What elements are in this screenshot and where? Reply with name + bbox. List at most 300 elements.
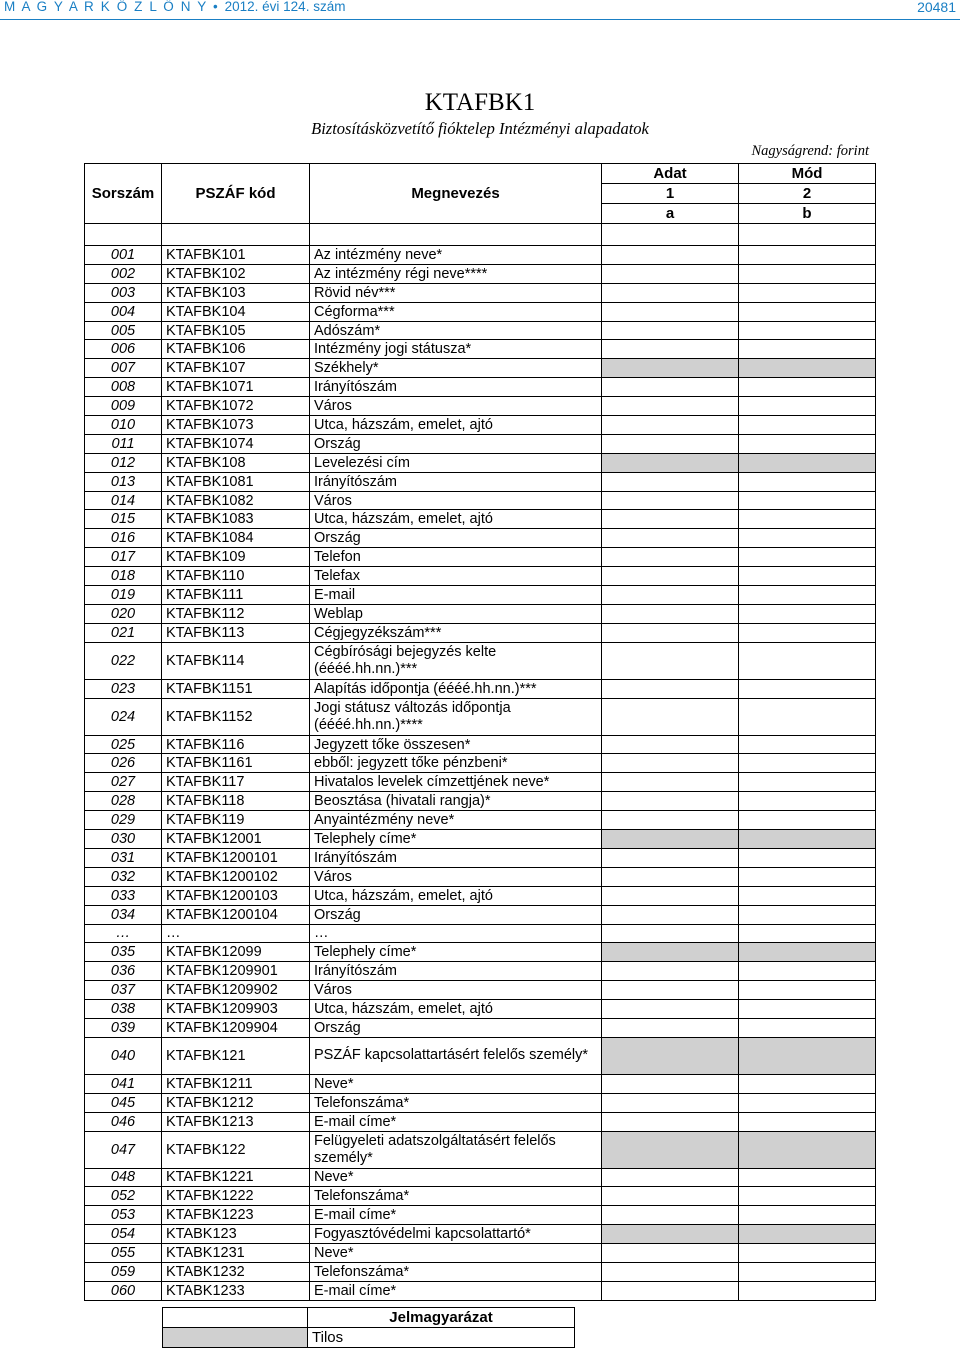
row-pszaf-code: KTAFBK1209901 (162, 962, 310, 981)
header-spacer-row (85, 224, 876, 246)
row-name: Levelezési cím (310, 453, 602, 472)
row-name: Jegyzett tőke összesen* (310, 735, 602, 754)
row-adat-cell[interactable] (602, 642, 739, 679)
row-pszaf-code: KTABK1233 (162, 1281, 310, 1300)
row-name: Beosztása (hivatali rangja)* (310, 792, 602, 811)
table-row (85, 604, 876, 623)
row-pszaf-code: KTAFBK12099 (162, 943, 310, 962)
row-pszaf-code: KTAFBK116 (162, 735, 310, 754)
table-row (85, 434, 876, 453)
row-name: Weblap (310, 604, 602, 623)
row-pszaf-code: KTAFBK107 (162, 359, 310, 378)
row-adat-cell[interactable] (602, 1112, 739, 1131)
table-row (85, 246, 876, 265)
row-pszaf-code: KTAFBK110 (162, 567, 310, 586)
row-name: Anyaintézmény neve* (310, 811, 602, 830)
row-name: PSZÁF kapcsolattartásért felelős személy* (310, 1037, 602, 1074)
row-mod-cell[interactable] (739, 754, 876, 773)
row-pszaf-code: KTAFBK1074 (162, 434, 310, 453)
row-pszaf-code: KTAFBK1222 (162, 1187, 310, 1206)
row-name: Utca, házszám, emelet, ajtó (310, 510, 602, 529)
row-mod-cell[interactable] (739, 623, 876, 642)
table-row (85, 378, 876, 397)
row-mod-cell[interactable] (739, 586, 876, 605)
row-name: Telefax (310, 567, 602, 586)
col-number-1: 1 (602, 184, 739, 204)
row-adat-cell[interactable] (602, 848, 739, 867)
table-row (85, 754, 876, 773)
row-mod-cell (739, 359, 876, 378)
row-adat-cell[interactable] (602, 264, 739, 283)
table-row (85, 548, 876, 567)
row-name: E-mail (310, 586, 602, 605)
row-mod-cell[interactable] (739, 434, 876, 453)
row-adat-cell[interactable] (602, 1000, 739, 1019)
row-number: 028 (85, 792, 162, 811)
row-pszaf-code: KTAFBK108 (162, 453, 310, 472)
issue-label: 2012. évi 124. szám (224, 0, 346, 14)
row-number: 030 (85, 830, 162, 849)
row-pszaf-code: KTAFBK1081 (162, 472, 310, 491)
row-number: 048 (85, 1168, 162, 1187)
row-name: Irányítószám (310, 378, 602, 397)
table-row (85, 679, 876, 698)
row-name: Telefonszáma* (310, 1262, 602, 1281)
row-number: 032 (85, 867, 162, 886)
row-mod-cell[interactable] (739, 848, 876, 867)
row-pszaf-code: KTAFBK121 (162, 1037, 310, 1074)
row-name: Ország (310, 905, 602, 924)
row-mod-cell (739, 453, 876, 472)
row-name: Telefonszáma* (310, 1093, 602, 1112)
row-mod-cell[interactable] (739, 264, 876, 283)
row-adat-cell[interactable] (602, 811, 739, 830)
row-mod-cell[interactable] (739, 1074, 876, 1093)
table-row (85, 886, 876, 905)
row-pszaf-code: KTAFBK101 (162, 246, 310, 265)
header-row-adat (85, 164, 876, 184)
row-mod-cell[interactable] (739, 1262, 876, 1281)
row-number: 037 (85, 981, 162, 1000)
row-adat-cell[interactable] (602, 679, 739, 698)
row-pszaf-code: KTAFBK1213 (162, 1112, 310, 1131)
row-mod-cell[interactable] (739, 962, 876, 981)
row-number: 046 (85, 1112, 162, 1131)
row-adat-cell (602, 830, 739, 849)
row-number: 014 (85, 491, 162, 510)
row-pszaf-code: … (162, 924, 310, 943)
table-row (85, 1131, 876, 1168)
row-name: Város (310, 397, 602, 416)
row-number: 001 (85, 246, 162, 265)
table-row (85, 1244, 876, 1263)
row-mod-cell[interactable] (739, 679, 876, 698)
row-adat-cell[interactable] (602, 378, 739, 397)
row-name: Utca, házszám, emelet, ajtó (310, 886, 602, 905)
row-pszaf-code: KTAFBK1073 (162, 416, 310, 435)
row-name: Cégjegyzékszám*** (310, 623, 602, 642)
table-row (85, 811, 876, 830)
row-adat-cell[interactable] (602, 586, 739, 605)
row-mod-cell[interactable] (739, 1206, 876, 1225)
row-pszaf-code: KTAFBK104 (162, 302, 310, 321)
table-row (85, 472, 876, 491)
table-row (85, 905, 876, 924)
table-row (85, 567, 876, 586)
row-adat-cell[interactable] (602, 1281, 739, 1300)
row-adat-cell[interactable] (602, 567, 739, 586)
col-letter-b: b (739, 204, 876, 224)
table-row (85, 586, 876, 605)
row-pszaf-code: KTAFBK1209902 (162, 981, 310, 1000)
row-adat-cell[interactable] (602, 416, 739, 435)
row-number: 053 (85, 1206, 162, 1225)
row-pszaf-code: KTAFBK1223 (162, 1206, 310, 1225)
table-row (85, 1000, 876, 1019)
row-adat-cell[interactable] (602, 623, 739, 642)
table-body (85, 246, 876, 1301)
row-name: Neve* (310, 1244, 602, 1263)
row-name: Cégbírósági bejegyzés kelte (éééé.hh.nn.)*** (310, 642, 602, 679)
row-number: 018 (85, 567, 162, 586)
row-mod-cell[interactable] (739, 905, 876, 924)
row-pszaf-code: KTAFBK109 (162, 548, 310, 567)
table-row (85, 1225, 876, 1244)
row-adat-cell[interactable] (602, 1244, 739, 1263)
row-number: 045 (85, 1093, 162, 1112)
unit-note: Nagyságrend: forint (751, 143, 869, 159)
row-adat-cell[interactable] (602, 867, 739, 886)
row-pszaf-code: KTAFBK111 (162, 586, 310, 605)
row-name: Utca, házszám, emelet, ajtó (310, 1000, 602, 1019)
row-number: 036 (85, 962, 162, 981)
row-number: 011 (85, 434, 162, 453)
row-number: 059 (85, 1262, 162, 1281)
journal-name: M A G Y A R K Ö Z L Ö N Y (4, 0, 208, 14)
row-pszaf-code: KTAFBK103 (162, 283, 310, 302)
row-adat-cell[interactable] (602, 962, 739, 981)
legend-table (162, 1307, 575, 1348)
row-mod-cell (739, 1037, 876, 1074)
row-mod-cell[interactable] (739, 510, 876, 529)
table-row (85, 321, 876, 340)
row-number: 010 (85, 416, 162, 435)
row-name: Neve* (310, 1074, 602, 1093)
row-mod-cell[interactable] (739, 472, 876, 491)
row-pszaf-code: KTAFBK119 (162, 811, 310, 830)
row-number: 013 (85, 472, 162, 491)
row-mod-cell[interactable] (739, 1187, 876, 1206)
row-adat-cell[interactable] (602, 1262, 739, 1281)
row-mod-cell[interactable] (739, 378, 876, 397)
row-number: 060 (85, 1281, 162, 1300)
row-mod-cell[interactable] (739, 1093, 876, 1112)
table-row (85, 1281, 876, 1300)
row-name: Hivatalos levelek címzettjének neve* (310, 773, 602, 792)
row-adat-cell[interactable] (602, 340, 739, 359)
table-row (85, 943, 876, 962)
row-mod-cell[interactable] (739, 529, 876, 548)
row-number: 007 (85, 359, 162, 378)
row-number: 020 (85, 604, 162, 623)
table-row (85, 1187, 876, 1206)
table-row (85, 283, 876, 302)
row-name: Ország (310, 529, 602, 548)
row-mod-cell[interactable] (739, 1018, 876, 1037)
row-pszaf-code: KTAFBK1082 (162, 491, 310, 510)
row-mod-cell[interactable] (739, 302, 876, 321)
page-number: 20481 (917, 0, 956, 15)
row-name: E-mail címe* (310, 1206, 602, 1225)
table-row (85, 1262, 876, 1281)
row-pszaf-code: KTAFBK1083 (162, 510, 310, 529)
row-number: 039 (85, 1018, 162, 1037)
table-row (85, 264, 876, 283)
row-mod-cell[interactable] (739, 567, 876, 586)
row-pszaf-code: KTAFBK1200102 (162, 867, 310, 886)
row-mod-cell[interactable] (739, 1168, 876, 1187)
row-name: Telefon (310, 548, 602, 567)
row-name: Irányítószám (310, 472, 602, 491)
row-adat-cell[interactable] (602, 1074, 739, 1093)
row-pszaf-code: KTAFBK105 (162, 321, 310, 340)
row-number: 040 (85, 1037, 162, 1074)
row-name: Város (310, 491, 602, 510)
table-row (85, 302, 876, 321)
table-row (85, 1018, 876, 1037)
col-header-megnevezes: Megnevezés (310, 164, 602, 224)
row-mod-cell[interactable] (739, 340, 876, 359)
row-adat-cell[interactable] (602, 1187, 739, 1206)
row-number: 006 (85, 340, 162, 359)
row-adat-cell[interactable] (602, 735, 739, 754)
table-row (85, 453, 876, 472)
row-pszaf-code: KTAFBK1211 (162, 1074, 310, 1093)
row-number: 009 (85, 397, 162, 416)
row-mod-cell (739, 943, 876, 962)
table-row (85, 416, 876, 435)
header-bullet: • (212, 0, 220, 14)
row-mod-cell[interactable] (739, 867, 876, 886)
row-adat-cell[interactable] (602, 302, 739, 321)
row-name: Rövid név*** (310, 283, 602, 302)
table-row (85, 924, 876, 943)
row-name: Fogyasztóvédelmi kapcsolattartó* (310, 1225, 602, 1244)
row-name: Telephely címe* (310, 943, 602, 962)
row-pszaf-code: KTAFBK1071 (162, 378, 310, 397)
row-adat-cell[interactable] (602, 924, 739, 943)
table-row (85, 340, 876, 359)
table-row (85, 1037, 876, 1074)
row-adat-cell[interactable] (602, 1206, 739, 1225)
row-mod-cell[interactable] (739, 548, 876, 567)
row-adat-cell[interactable] (602, 397, 739, 416)
row-mod-cell (739, 1225, 876, 1244)
row-number: 024 (85, 698, 162, 735)
col-header-mod: Mód (739, 164, 876, 184)
row-mod-cell[interactable] (739, 886, 876, 905)
row-number: 019 (85, 586, 162, 605)
row-pszaf-code: KTAFBK1151 (162, 679, 310, 698)
row-pszaf-code: KTAFBK1221 (162, 1168, 310, 1187)
row-number: 026 (85, 754, 162, 773)
row-adat-cell[interactable] (602, 698, 739, 735)
row-mod-cell[interactable] (739, 924, 876, 943)
row-mod-cell[interactable] (739, 698, 876, 735)
table-row (85, 1206, 876, 1225)
row-adat-cell[interactable] (602, 792, 739, 811)
row-adat-cell[interactable] (602, 491, 739, 510)
table-row (85, 792, 876, 811)
row-adat-cell[interactable] (602, 529, 739, 548)
row-mod-cell[interactable] (739, 397, 876, 416)
row-name: Adószám* (310, 321, 602, 340)
row-name: E-mail címe* (310, 1281, 602, 1300)
table-row (85, 510, 876, 529)
table-row (85, 981, 876, 1000)
row-mod-cell[interactable] (739, 283, 876, 302)
row-adat-cell[interactable] (602, 548, 739, 567)
row-name: Irányítószám (310, 962, 602, 981)
row-pszaf-code: KTAFBK1200101 (162, 848, 310, 867)
row-pszaf-code: KTAFBK112 (162, 604, 310, 623)
row-name: Neve* (310, 1168, 602, 1187)
row-adat-cell (602, 1131, 739, 1168)
row-number: 004 (85, 302, 162, 321)
row-adat-cell[interactable] (602, 604, 739, 623)
table-row (85, 867, 876, 886)
col-number-2: 2 (739, 184, 876, 204)
header-rule (0, 19, 960, 20)
row-mod-cell[interactable] (739, 735, 876, 754)
row-pszaf-code: KTAFBK1200103 (162, 886, 310, 905)
row-number: 003 (85, 283, 162, 302)
row-mod-cell[interactable] (739, 604, 876, 623)
row-name: Város (310, 867, 602, 886)
row-adat-cell[interactable] (602, 510, 739, 529)
row-name: Az intézmény régi neve**** (310, 264, 602, 283)
row-name: Cégforma*** (310, 302, 602, 321)
row-pszaf-code: KTAFBK102 (162, 264, 310, 283)
row-name: Ország (310, 434, 602, 453)
row-mod-cell[interactable] (739, 1244, 876, 1263)
row-mod-cell[interactable] (739, 792, 876, 811)
row-adat-cell[interactable] (602, 321, 739, 340)
data-table (84, 163, 876, 1301)
table-row (85, 1168, 876, 1187)
row-number: 016 (85, 529, 162, 548)
row-number: 008 (85, 378, 162, 397)
table-row (85, 962, 876, 981)
form-code-title: KTAFBK1 (424, 89, 536, 116)
row-mod-cell[interactable] (739, 1000, 876, 1019)
row-number: 015 (85, 510, 162, 529)
row-mod-cell (739, 1131, 876, 1168)
row-pszaf-code: KTAFBK1072 (162, 397, 310, 416)
row-name: Város (310, 981, 602, 1000)
running-header-journal (4, 0, 345, 14)
row-name: Telefonszáma* (310, 1187, 602, 1206)
row-number: 054 (85, 1225, 162, 1244)
row-number: 023 (85, 679, 162, 698)
row-adat-cell (602, 943, 739, 962)
row-adat-cell[interactable] (602, 246, 739, 265)
table-row (85, 623, 876, 642)
row-adat-cell (602, 359, 739, 378)
row-adat-cell (602, 453, 739, 472)
row-name: Telephely címe* (310, 830, 602, 849)
row-number: 055 (85, 1244, 162, 1263)
row-adat-cell[interactable] (602, 981, 739, 1000)
row-adat-cell[interactable] (602, 1093, 739, 1112)
row-mod-cell[interactable] (739, 642, 876, 679)
legend-title: Jelmagyarázat (308, 1308, 575, 1328)
row-pszaf-code: KTABK1232 (162, 1262, 310, 1281)
row-mod-cell[interactable] (739, 321, 876, 340)
legend-label-tilos: Tilos (308, 1328, 575, 1348)
row-number: 033 (85, 886, 162, 905)
row-adat-cell[interactable] (602, 283, 739, 302)
row-pszaf-code: KTAFBK117 (162, 773, 310, 792)
row-pszaf-code: KTAFBK1212 (162, 1093, 310, 1112)
row-mod-cell[interactable] (739, 246, 876, 265)
row-number: 021 (85, 623, 162, 642)
row-mod-cell (739, 830, 876, 849)
row-mod-cell[interactable] (739, 773, 876, 792)
row-mod-cell[interactable] (739, 416, 876, 435)
col-header-adat: Adat (602, 164, 739, 184)
col-header-pszaf-kod: PSZÁF kód (162, 164, 310, 224)
row-name: Székhely* (310, 359, 602, 378)
row-number: 029 (85, 811, 162, 830)
row-number: … (85, 924, 162, 943)
table-row (85, 359, 876, 378)
row-mod-cell[interactable] (739, 811, 876, 830)
row-number: 002 (85, 264, 162, 283)
table-row (85, 491, 876, 510)
row-adat-cell[interactable] (602, 434, 739, 453)
row-mod-cell[interactable] (739, 1112, 876, 1131)
row-adat-cell[interactable] (602, 1168, 739, 1187)
row-number: 035 (85, 943, 162, 962)
legend-swatch-grey (163, 1328, 308, 1348)
table-row (85, 397, 876, 416)
row-pszaf-code: KTAFBK1209904 (162, 1018, 310, 1037)
row-pszaf-code: KTAFBK12001 (162, 830, 310, 849)
row-name: ebből: jegyzett tőke pénzbeni* (310, 754, 602, 773)
row-pszaf-code: KTAFBK1161 (162, 754, 310, 773)
table-row (85, 848, 876, 867)
row-adat-cell[interactable] (602, 886, 739, 905)
row-number: 041 (85, 1074, 162, 1093)
row-name: Utca, házszám, emelet, ajtó (310, 416, 602, 435)
row-mod-cell[interactable] (739, 491, 876, 510)
row-adat-cell[interactable] (602, 905, 739, 924)
row-mod-cell[interactable] (739, 981, 876, 1000)
row-pszaf-code: KTAFBK122 (162, 1131, 310, 1168)
row-adat-cell[interactable] (602, 773, 739, 792)
row-adat-cell[interactable] (602, 472, 739, 491)
row-pszaf-code: KTABK123 (162, 1225, 310, 1244)
table-row (85, 773, 876, 792)
row-name: Intézmény jogi státusza* (310, 340, 602, 359)
row-adat-cell[interactable] (602, 754, 739, 773)
row-name: Jogi státusz változás időpontja (éééé.hh.nn.)**** (310, 698, 602, 735)
row-pszaf-code: KTAFBK1152 (162, 698, 310, 735)
row-adat-cell[interactable] (602, 1018, 739, 1037)
row-mod-cell[interactable] (739, 1281, 876, 1300)
row-name: E-mail címe* (310, 1112, 602, 1131)
